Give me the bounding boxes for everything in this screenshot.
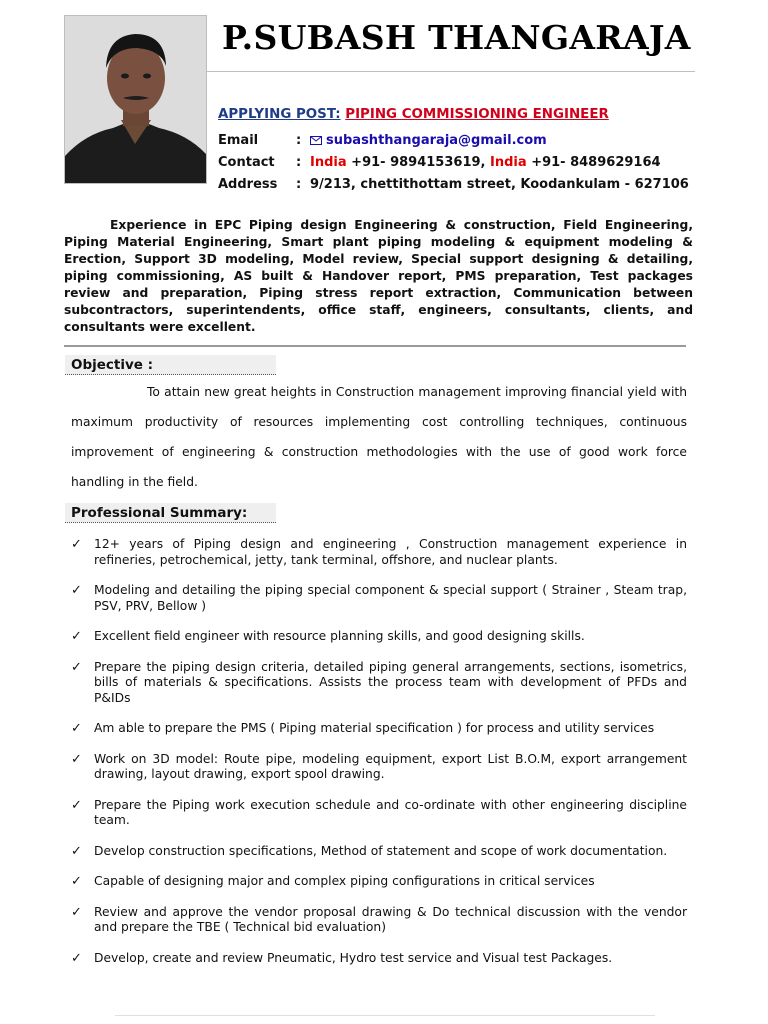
checkmark-icon: ✓ <box>71 537 82 552</box>
summary-list <box>71 537 687 981</box>
list-item-text: Develop construction specifications, Method of statement and scope of work documentation. <box>94 843 668 858</box>
country-2: India <box>490 155 527 170</box>
country-1: India <box>310 155 347 170</box>
checkmark-icon: ✓ <box>71 904 82 920</box>
list-item-text: Prepare the Piping work execution schedule and co-ordinate with other engineering discipline team. <box>94 797 687 827</box>
email-link[interactable]: subashthangaraja@gmail.com <box>326 133 547 148</box>
applying-post-label: APPLYING POST: <box>218 107 341 122</box>
page-footer-line <box>115 1015 655 1016</box>
email-label: Email <box>218 133 259 148</box>
checkmark-icon: ✓ <box>71 751 82 767</box>
list-item-text: Excellent field engineer with resource planning skills, and good designing skills. <box>94 629 585 643</box>
checkmark-icon: ✓ <box>71 629 82 644</box>
email-value-wrap <box>310 131 547 153</box>
checkmark-icon: ✓ <box>71 583 82 598</box>
list-item <box>71 629 687 645</box>
list-item <box>71 798 687 829</box>
contact-label: Contact <box>218 155 275 170</box>
list-item <box>71 583 687 614</box>
checkmark-icon: ✓ <box>71 721 82 736</box>
list-item <box>71 905 687 936</box>
phone-numbers <box>310 153 661 175</box>
candidate-name: P.SUBASH THANGARAJA <box>222 18 691 57</box>
checkmark-icon: ✓ <box>71 797 82 813</box>
list-item-text: 12+ years of Piping design and engineering , Construction management experience in refineries, petrochemical, jetty, tank terminal, offshore, and nuclear plants. <box>94 537 687 567</box>
list-item-text: Modeling and detailing the piping special component & special support ( Strainer , Steam trap, PSV, PRV, Bellow ) <box>94 583 687 613</box>
portrait-illustration <box>65 16 206 183</box>
list-item <box>71 721 687 737</box>
list-item-text: Review and approve the vendor proposal drawing & Do technical discussion with the vendor and prepare the TBE ( Technical bid evaluation) <box>94 904 687 934</box>
objective-heading: Objective : <box>65 355 276 375</box>
list-item-text: Develop, create and review Pneumatic, Hydro test service and Visual test Packages. <box>94 950 613 965</box>
checkmark-icon: ✓ <box>71 874 82 889</box>
envelope-icon <box>310 136 322 145</box>
list-item <box>71 752 687 783</box>
objective-text: To attain new great heights in Construction management improving financial yield with maximum productivity of resources implementing cost controlling techniques, continuous improvement of engineering & construction methodologies with the use of good work force handling in the field. <box>71 385 687 489</box>
header-divider <box>206 71 695 72</box>
phone-1: +91- 9894153619, <box>351 155 486 170</box>
address-row <box>218 175 689 197</box>
list-item <box>71 874 687 890</box>
list-item-text: Prepare the piping design criteria, detailed piping general arrangements, sections, isometrics, bills of materials & specifications. Assists the process team with development of PFDs and P&IDs <box>94 659 687 705</box>
email-separator: : <box>296 133 302 148</box>
list-item <box>71 537 687 568</box>
address-value: 9/213, chettithottam street, Koodankulam - 627106 <box>310 177 689 192</box>
contact-separator: : <box>296 155 302 170</box>
checkmark-icon: ✓ <box>71 659 82 675</box>
list-item-text: Work on 3D model: Route pipe, modeling equipment, export List B.O.M, export arrangement drawing, layout drawing, export spool drawing. <box>94 751 687 781</box>
checkmark-icon: ✓ <box>71 843 82 859</box>
list-item <box>71 660 687 707</box>
phone-2: +91- 8489629164 <box>531 155 661 170</box>
contact-row <box>218 153 689 175</box>
checkmark-icon: ✓ <box>71 950 82 966</box>
contact-block <box>218 131 689 197</box>
list-item <box>71 951 687 967</box>
address-label: Address <box>218 177 278 192</box>
applying-post-value: PIPING COMMISSIONING ENGINEER <box>345 107 609 122</box>
address-separator: : <box>296 177 302 192</box>
experience-intro: Experience in EPC Piping design Engineering & construction, Field Engineering, Piping Material Engineering, Smart plant piping modeling & equipment modeling & Erection, Support 3D modeling, Model review, Special support designing & detailing, piping commissioning, AS built & Handover report, PMS preparation, Test packages review and preparation, Piping stress report extraction, Communication between subcontractors, superintendents, office staff, engineers, consultants, clients, and consultants were excellent. <box>64 218 693 334</box>
summary-heading: Professional Summary: <box>65 503 276 523</box>
list-item-text: Capable of designing major and complex piping configurations in critical services <box>94 874 595 888</box>
list-item <box>71 844 687 860</box>
applying-post <box>218 107 609 122</box>
email-row <box>218 131 689 153</box>
profile-photo <box>64 15 207 184</box>
list-item-text: Am able to prepare the PMS ( Piping material specification ) for process and utility services <box>94 721 655 735</box>
section-divider <box>64 345 686 347</box>
